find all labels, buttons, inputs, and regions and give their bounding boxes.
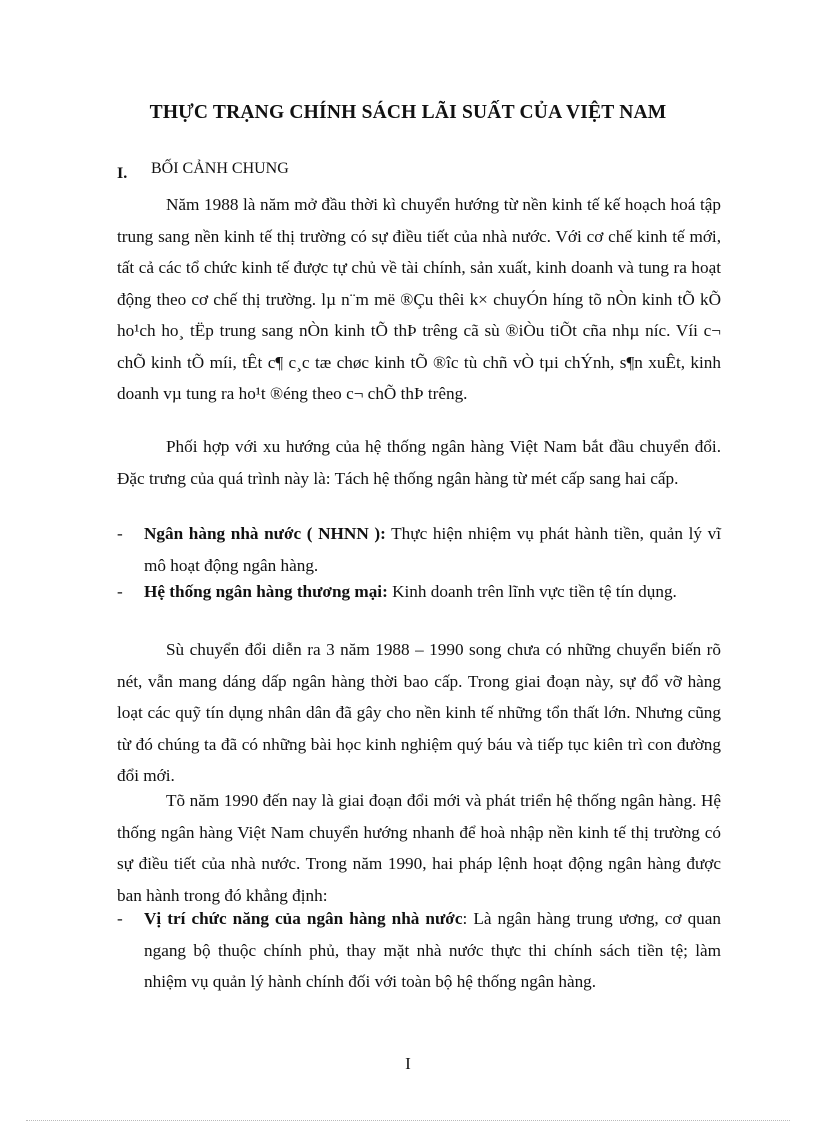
page-bottom-divider xyxy=(26,1120,790,1121)
page-number: I xyxy=(405,1054,411,1073)
bullet-item-vi-tri xyxy=(117,903,721,998)
bullet-item-nhnn xyxy=(117,518,721,581)
paragraph-4: Tõ năm 1990 đến nay là giai đoạn đổi mới và phát triển hệ thống ngân hàng. Hệ thống ngân hàng Việt Nam chuyển hướng nhanh để hoà nhập nền kinh tế thị trường có sự điều tiết của nhà nước. Trong năm 1990, hai pháp lệnh hoạt động ngân hàng được ban hành trong đó khẳng định: xyxy=(117,791,721,905)
bullet-text: : Là ngân hàng trung ương, cơ quan ngang bộ thuộc chính phủ, thay mặt nhà nước thực thi chính sách tiền tệ; làm nhiệm vụ quản lý hành chính đối với toàn bộ hệ thống ngân hàng. xyxy=(144,909,721,991)
section-title: BỐI CẢNH CHUNG xyxy=(151,160,289,177)
bullet-dash: - xyxy=(117,582,123,601)
bullet-term: Ngân hàng nhà nước ( NHNN ): xyxy=(144,524,386,543)
section-heading xyxy=(117,160,289,182)
bullet-text: Kinh doanh trên lĩnh vực tiền tệ tín dụng. xyxy=(387,582,677,601)
section-number: I. xyxy=(117,165,128,182)
bullet-dash: - xyxy=(117,524,123,543)
bullet-term: Vị trí chức năng của ngân hàng nhà nước xyxy=(144,909,463,928)
page-title: THỰC TRẠNG CHÍNH SÁCH LÃI SUẤT CỦA VIỆT NAM xyxy=(149,102,667,123)
bullet-dash: - xyxy=(117,909,123,928)
bullet-text: Thực hiện nhiệm vụ phát hành tiền, quản lý vĩ mô hoạt động ngân hàng. xyxy=(144,524,721,575)
paragraph-3: Sù chuyển đổi diễn ra 3 năm 1988 – 1990 song chưa có những chuyển biến rõ nét, vẫn mang dáng dấp ngân hàng thời bao cấp. Trong giai đoạn này, sự đổ vỡ hàng loạt các quỹ tín dụng nhân dân đã gây cho nền kinh tế những tổn thất lớn. Nhưng cũng từ đó chúng ta đã có những bài học kinh nghiệm quý báu và tiếp tục kiên trì con đường đổi mới. xyxy=(117,640,721,785)
paragraph-1: Năm 1988 là năm mở đầu thời kì chuyển hướng từ nền kinh tế kế hoạch hoá tập trung sang nền kinh tế thị trường có sự điều tiết của nhà nước. Với cơ chế kinh tế mới, tất cả các tổ chức kinh tế được tự chủ về tài chính, sản xuất, kinh doanh và tung ra hoạt động theo cơ chế thị trường. lµ n¨m më ®Çu thêi k× chuyÓn híng tõ nÒn kinh tÕ kÕ ho¹ch ho¸ tËp trung sang nÒn kinh tÕ thÞ trêng cã sù ®iÒu tiÕt cña nhµ níc. Víi c¬ chÕ kinh tÕ míi, tÊt c¶ c¸c tæ chøc kinh tÕ ®îc tù chñ vÒ tµi chÝnh, s¶n xuÊt, kinh doanh vµ tung ra ho¹t ®éng theo c¬ chÕ thÞ trêng. xyxy=(117,195,721,403)
bullet-term: Hệ thống ngân hàng thương mại: xyxy=(144,582,388,601)
paragraph-2: Phối hợp với xu hướng của hệ thống ngân hàng Việt Nam bắt đầu chuyển đổi. Đặc trưng của quá trình này là: Tách hệ thống ngân hàng từ mét cấp sang hai cấp. xyxy=(117,437,721,488)
bullet-item-nhtm xyxy=(117,576,721,608)
